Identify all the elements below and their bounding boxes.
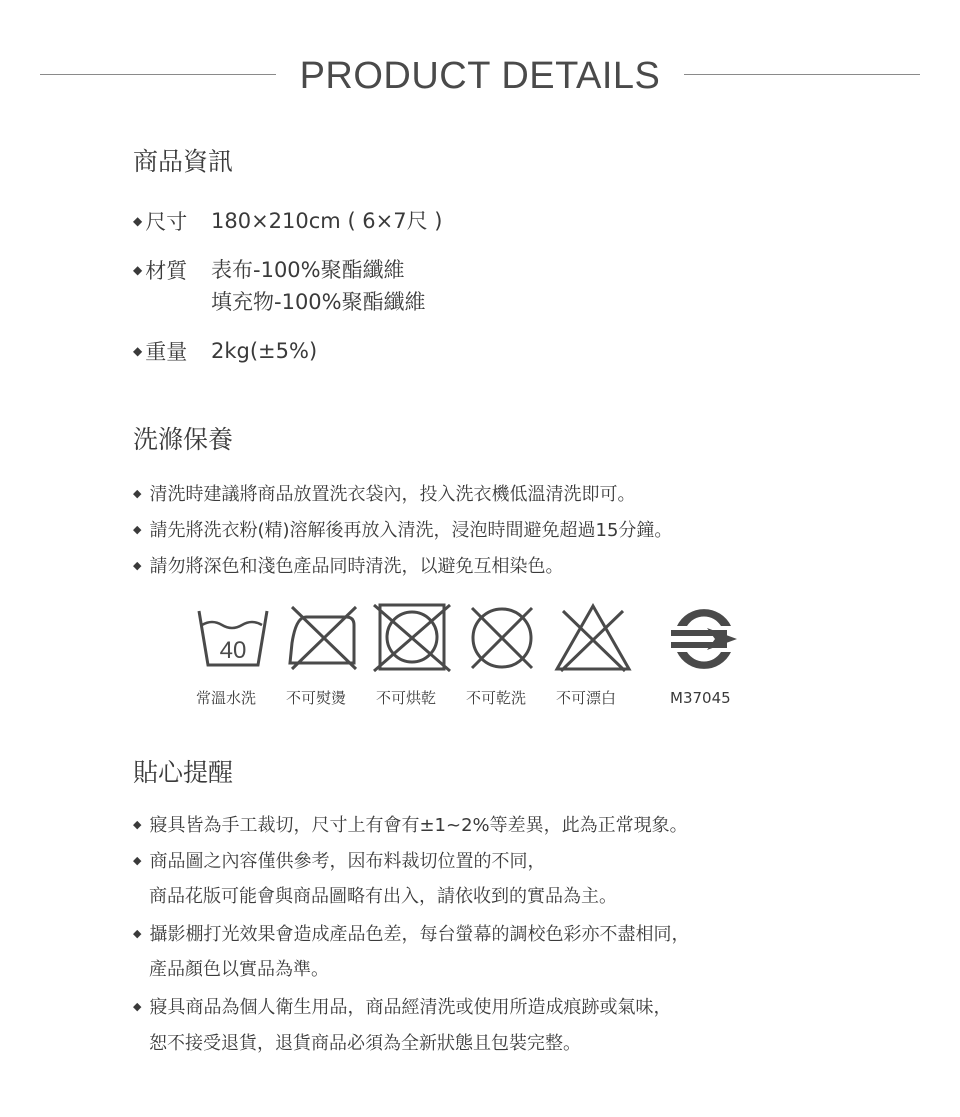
no-dry-clean-icon: [466, 603, 538, 673]
spec-material-value-1: 表布-100%聚酯纖維: [211, 258, 405, 282]
bsmi-mark-icon: [667, 606, 741, 672]
header-rule-right: [684, 74, 920, 75]
care-icon-label: 不可乾洗: [466, 689, 527, 707]
bsmi-code-label: M37045: [670, 689, 731, 707]
spec-size-label: ◆ 尺寸: [133, 210, 188, 234]
note-item-continued: 恕不接受退貨，退貨商品必須為全新狀態且包裝完整。: [149, 1033, 581, 1054]
page-title: PRODUCT DETAILS: [299, 55, 661, 97]
bullet-icon: ◆: [133, 1000, 142, 1013]
note-item: ◆ 攝影棚打光效果會造成產品色差，每台螢幕的調校色彩亦不盡相同，: [133, 924, 690, 945]
section-title-care: 洗滌保養: [133, 425, 234, 454]
section-title-product-info: 商品資訊: [133, 147, 234, 176]
bullet-icon: ◆: [133, 214, 143, 228]
bullet-icon: ◆: [133, 927, 142, 940]
spec-weight-label: ◆ 重量: [133, 340, 188, 364]
bullet-icon: ◆: [133, 818, 142, 831]
header-rule-left: [40, 74, 276, 75]
wash-40-icon: [194, 603, 272, 673]
spec-size-value: 180×210cm ( 6×7尺 ): [211, 209, 443, 233]
bullet-icon: ◆: [133, 263, 143, 277]
note-item: ◆ 寢具皆為手工裁切，尺寸上有會有±1~2%等差異，此為正常現象。: [133, 815, 688, 836]
care-icon-label: 不可漂白: [556, 689, 617, 707]
care-line: ◆ 請先將洗衣粉(精)溶解後再放入清洗，浸泡時間避免超過15分鐘。: [133, 520, 673, 541]
bullet-icon: ◆: [133, 854, 142, 867]
care-icon-label: 不可烘乾: [376, 689, 437, 707]
note-item: ◆ 商品圖之內容僅供參考，因布料裁切位置的不同，: [133, 851, 546, 872]
care-line: ◆ 請勿將深色和淺色產品同時清洗，以避免互相染色。: [133, 556, 564, 577]
spec-weight-value: 2kg(±5%): [211, 339, 318, 363]
care-icon-label: 不可熨燙: [286, 689, 347, 707]
bullet-icon: ◆: [133, 344, 143, 358]
bullet-icon: ◆: [133, 523, 142, 536]
no-iron-icon: [284, 603, 362, 673]
spec-material-label: ◆ 材質: [133, 259, 188, 283]
section-title-notes: 貼心提醒: [133, 758, 234, 787]
care-line: ◆ 清洗時建議將商品放置洗衣袋內，投入洗衣機低溫清洗即可。: [133, 484, 636, 505]
care-icon-label: 常溫水洗: [196, 689, 257, 707]
note-item: ◆ 寢具商品為個人衛生用品，商品經清洗或使用所造成痕跡或氣味，: [133, 997, 672, 1018]
no-bleach-icon: [553, 603, 633, 673]
svg-text:40: 40: [219, 637, 247, 664]
bullet-icon: ◆: [133, 487, 142, 500]
spec-material-value-2: 填充物-100%聚酯纖維: [211, 290, 426, 314]
note-item-continued: 商品花版可能會與商品圖略有出入，請依收到的實品為主。: [149, 886, 617, 907]
bullet-icon: ◆: [133, 559, 142, 572]
note-item-continued: 產品顏色以實品為準。: [149, 959, 329, 980]
no-tumble-dry-icon: [372, 603, 452, 673]
